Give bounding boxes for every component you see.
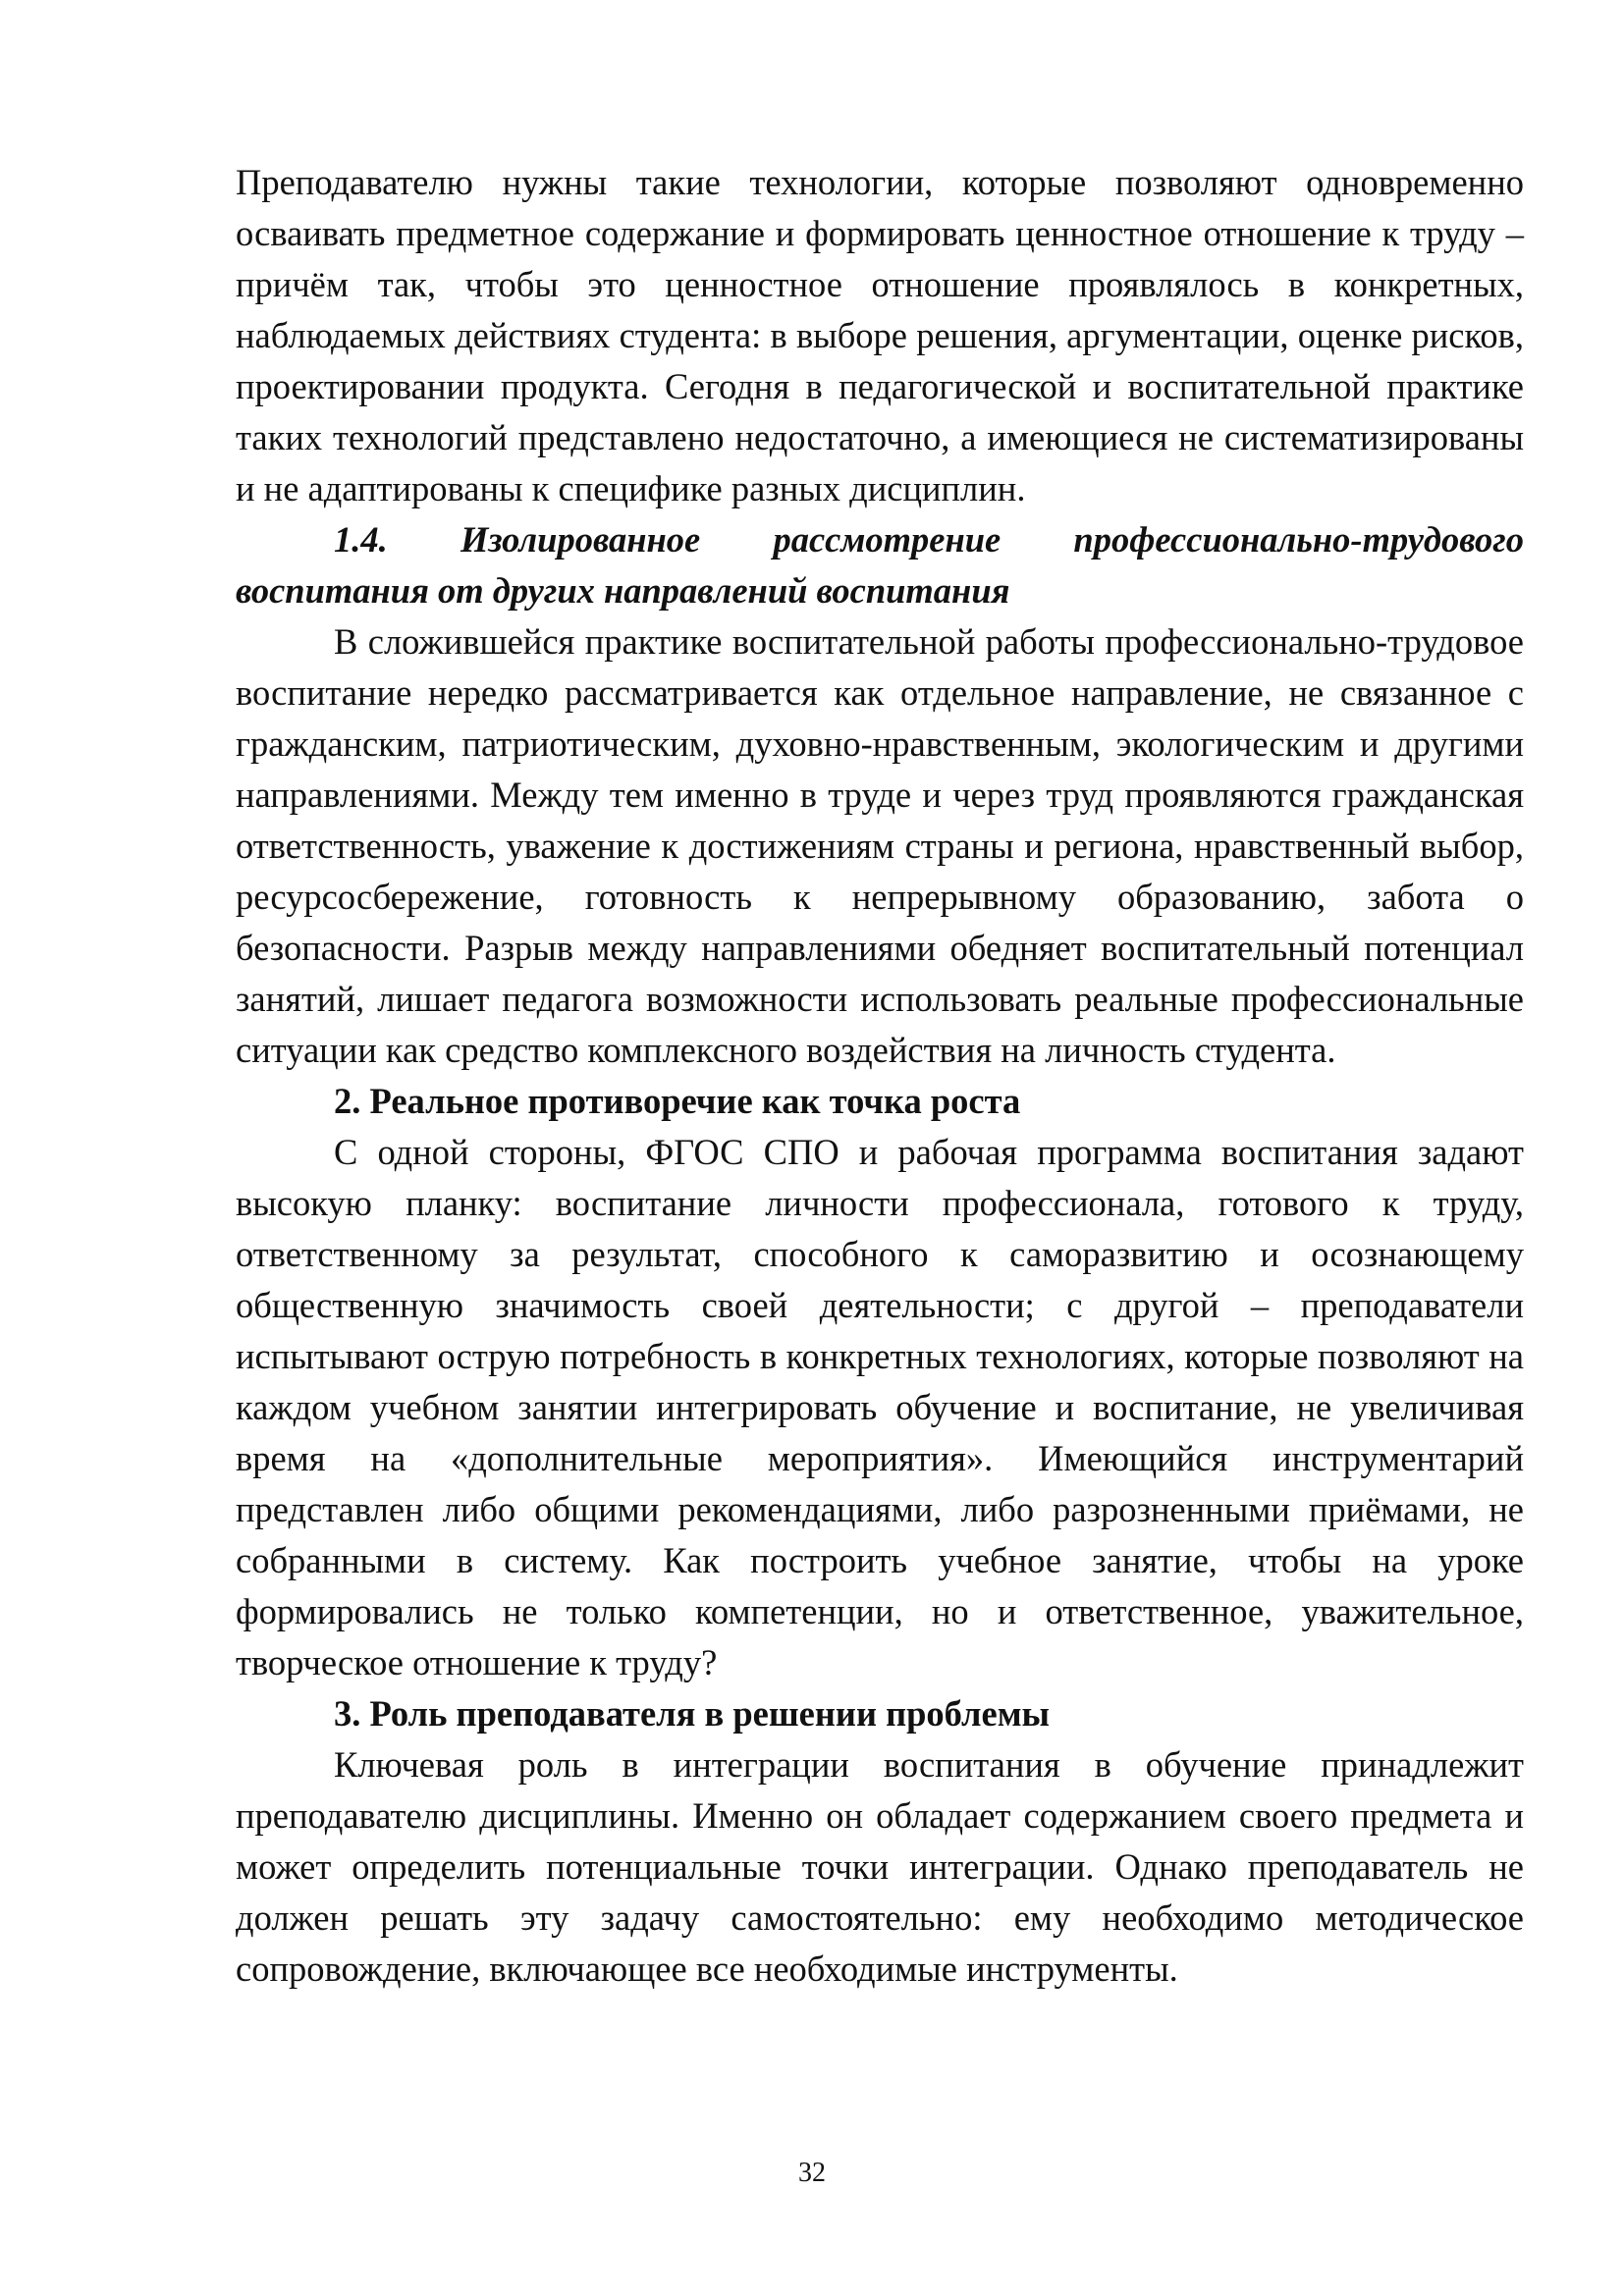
paragraph-intro: Преподавателю нужны такие технологии, которые позволяют одновременно осваивать предметное содержание и формировать ценностное отношение к труду – причём так, чтобы это ценностное отношение проявлялось в конкретных, наблюдаемых действиях студента: в выборе решения, аргументации, оценке рисков, проектировании продукта. Сегодня в педагогической и воспитательной практике таких технологий представлено недостаточно, а имеющиеся не систематизированы и не адаптированы к специфике разных дисциплин.: [236, 162, 1524, 508]
paragraph-section-3: Ключевая роль в интеграции воспитания в обучение принадлежит преподавателю дисциплины. Именно он обладает содержанием своего предмета и может определить потенциальные точки интеграции. Однако преподаватель не должен решать эту задачу самостоятельно: ему необходимо методическое сопровождение, включающее все необходимые инструменты.: [236, 1744, 1524, 1989]
section-1-4-heading: 1.4. Изолированное рассмотрение профессионально-трудового воспитания от других направлений воспитания: [236, 519, 1524, 611]
section-2-heading: 2. Реальное противоречие как точка роста: [334, 1081, 1021, 1121]
paragraph-section-2: С одной стороны, ФГОС СПО и рабочая программа воспитания задают высокую планку: воспитание личности профессионала, готового к труду, ответственному за результат, способного к саморазвитию и осознающему общественную значимость своей деятельности; с другой – преподаватели испытывают острую потребность в конкретных технологиях, которые позволяют на каждом учебном занятии интегрировать обучение и воспитание, не увеличивая время на «дополнительные мероприятия». Имеющийся инструментарий представлен либо общими рекомендациями, либо разрозненными приёмами, не собранными в систему. Как построить учебное занятие, чтобы на уроке формировались не только компетенции, но и ответственное, уважительное, творческое отношение к труду?: [236, 1132, 1524, 1682]
document-page: [236, 157, 1524, 1995]
section-3-heading: 3. Роль преподавателя в решении проблемы: [334, 1693, 1051, 1734]
page-number: 32: [798, 2158, 826, 2188]
paragraph-section-1-4: В сложившейся практике воспитательной работы профессионально-трудовое воспитание нередко рассматривается как отдельное направление, не связанное с гражданским, патриотическим, духовно-нравственным, экологическим и другими направлениями. Между тем именно в труде и через труд проявляются гражданская ответственность, уважение к достижениям страны и региона, нравственный выбор, ресурсосбережение, готовность к непрерывному образованию, забота о безопасности. Разрыв между направлениями обедняет воспитательный потенциал занятий, лишает педагога возможности использовать реальные профессиональные ситуации как средство комплексного воздействия на личность студента.: [236, 621, 1524, 1070]
